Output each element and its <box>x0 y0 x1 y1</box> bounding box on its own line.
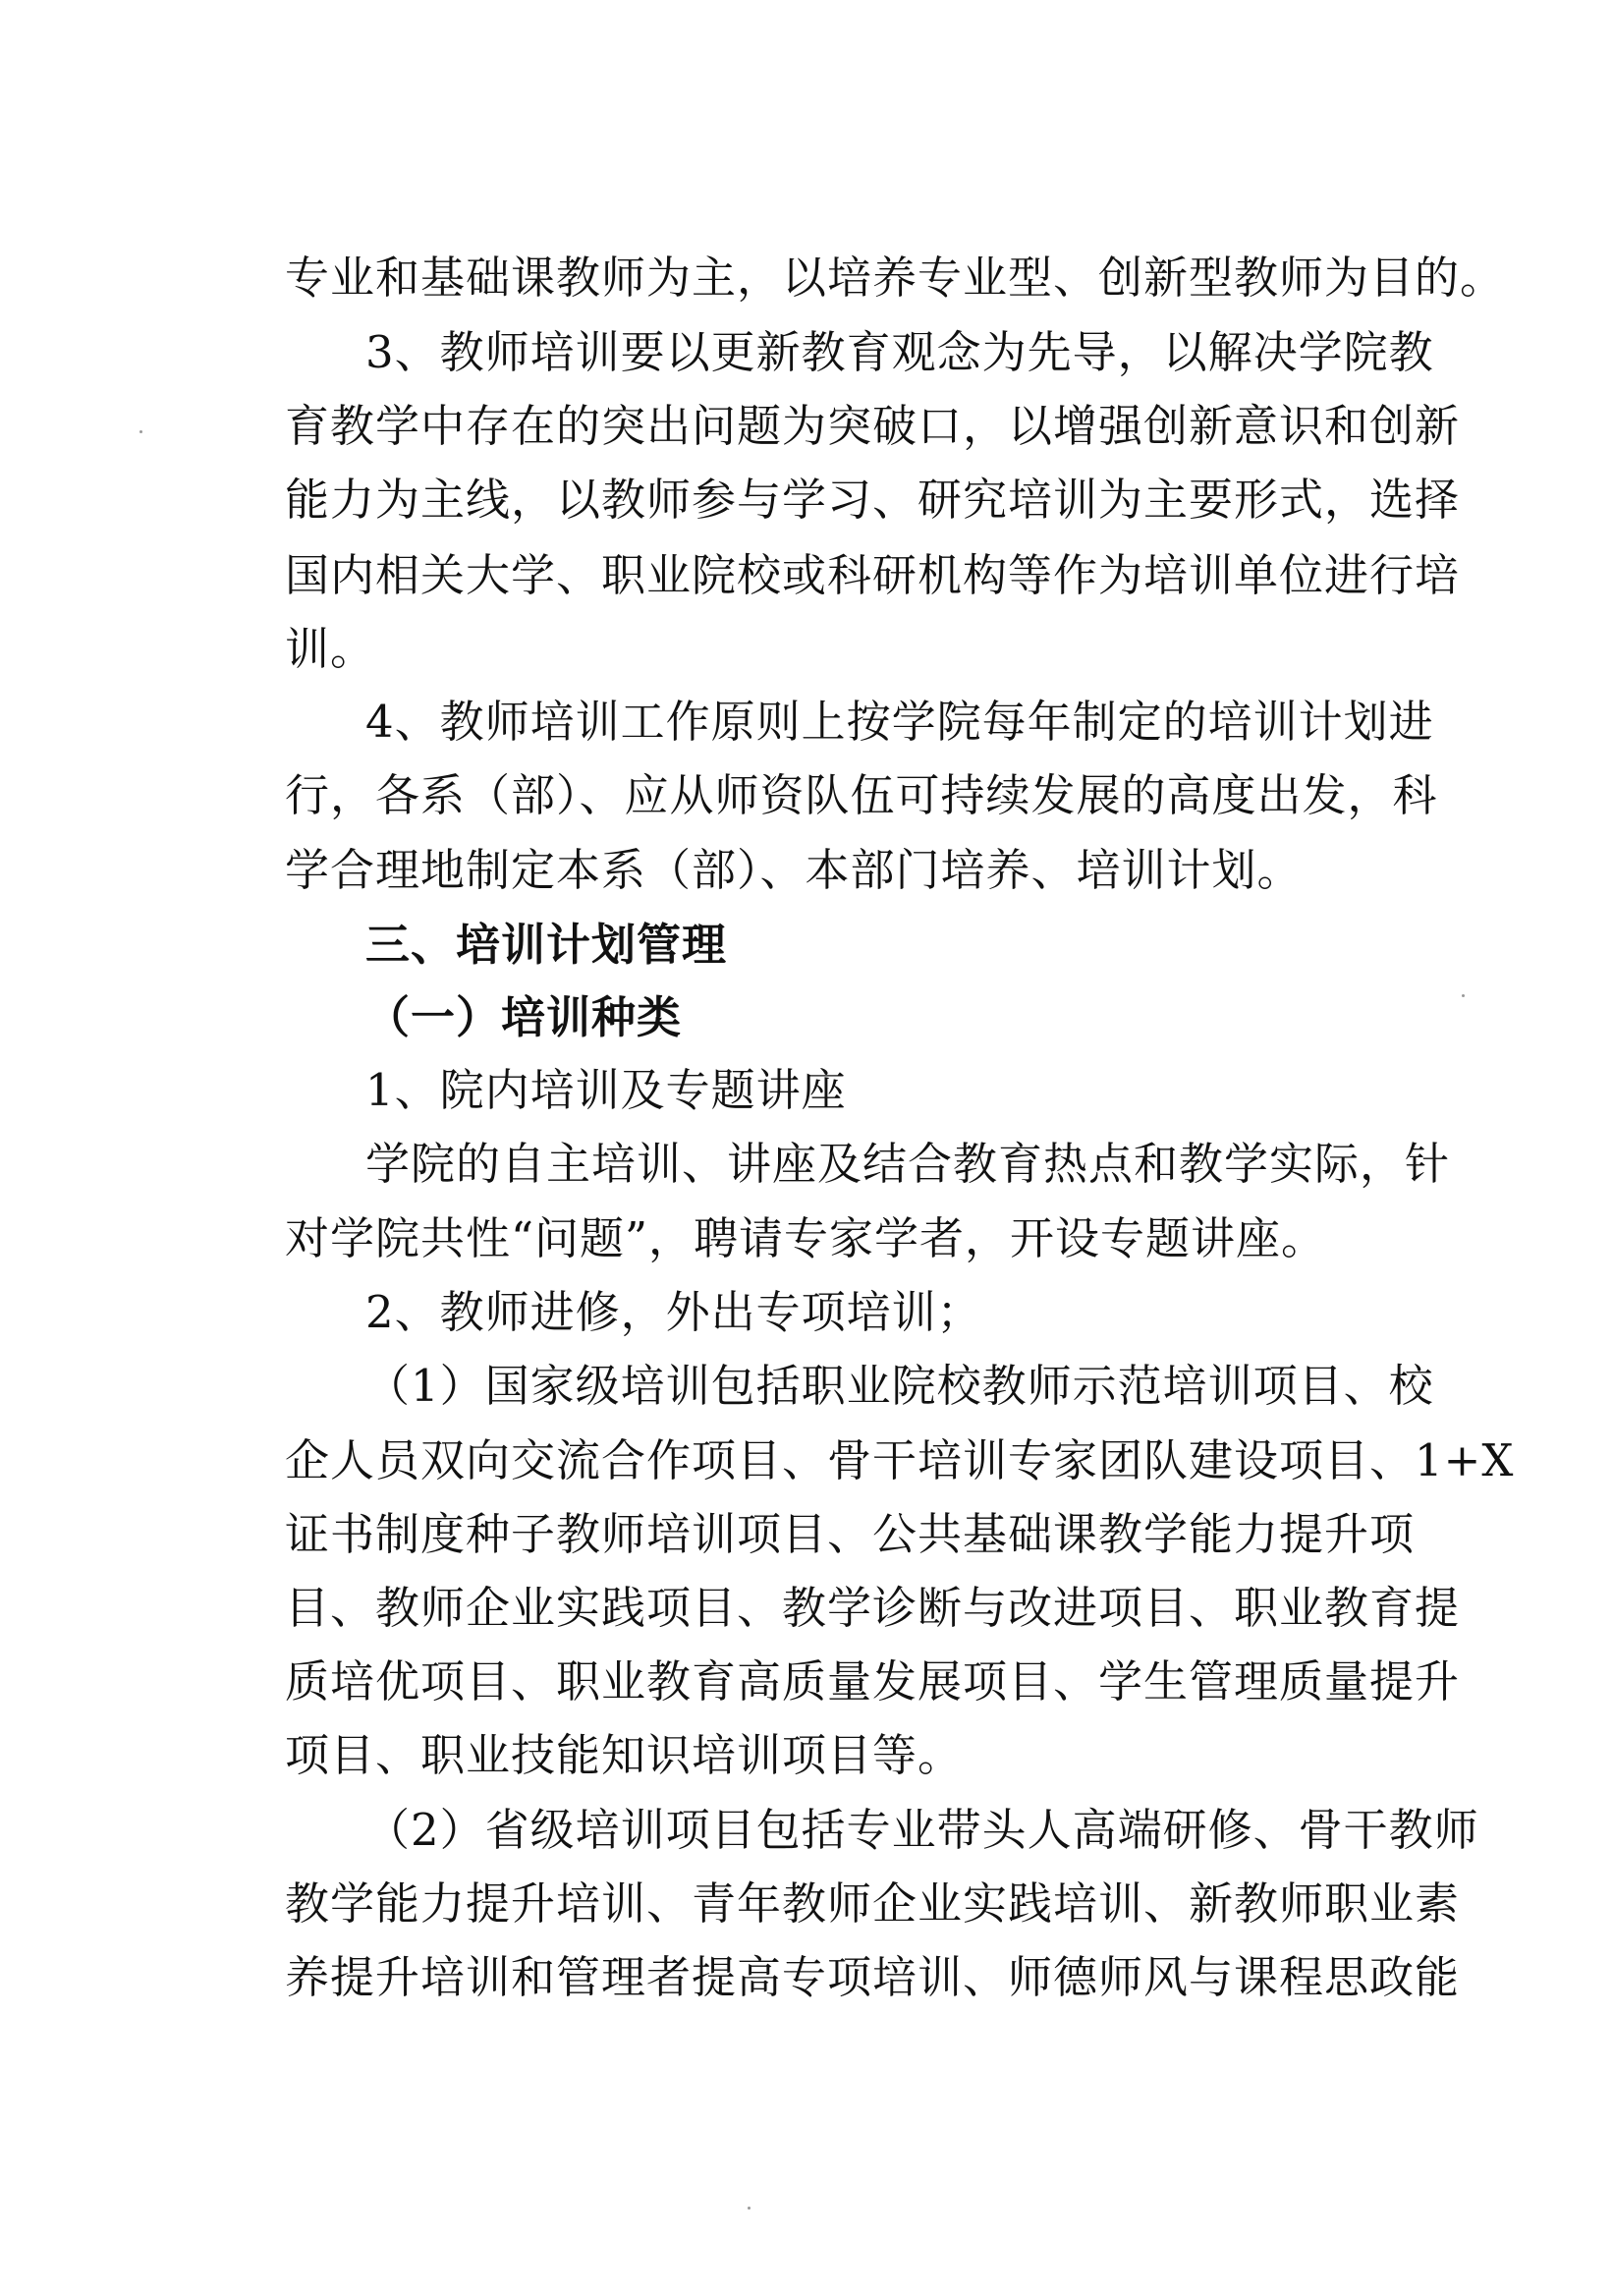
text-line: 1、院内培训及专题讲座 <box>365 1064 847 1116</box>
text-line: 证书制度种子教师培训项目、公共基础课教学能力提升项 <box>285 1508 1416 1560</box>
text-line: 目、教师企业实践项目、教学诊断与改进项目、职业教育提 <box>285 1582 1461 1634</box>
section-heading: 三、培训计划管理 <box>365 919 728 971</box>
text-line: 企人员双向交流合作项目、骨干培训专家团队建设项目、1+X <box>285 1434 1515 1486</box>
text-line: 对学院共性“问题”，聘请专家学者，开设专题讲座。 <box>285 1212 1327 1264</box>
text-line: 国内相关大学、职业院校或科研机构等作为培训单位进行培 <box>285 549 1461 601</box>
text-line: 训。 <box>285 623 376 675</box>
text-line: 育教学中存在的突出问题为突破口，以增强创新意识和创新 <box>285 400 1461 452</box>
scan-speck <box>1462 994 1465 997</box>
text-line: 能力为主线，以教师参与学习、研究培训为主要形式，选择 <box>285 474 1461 526</box>
text-line: （2）省级培训项目包括专业带头人高端研修、骨干教师 <box>365 1804 1479 1856</box>
text-line: 行，各系（部）、应从师资队伍可持续发展的高度出发，科 <box>285 769 1438 821</box>
text-line: 项目、职业技能知识培训项目等。 <box>285 1729 964 1781</box>
scan-speck <box>748 2207 751 2210</box>
text-line: （1）国家级培训包括职业院校教师示范培训项目、校 <box>365 1360 1434 1412</box>
text-line: 质培优项目、职业教育高质量发展项目、学生管理质量提升 <box>285 1655 1461 1708</box>
scan-speck <box>139 430 142 433</box>
text-line: 专业和基础课教师为主，以培养专业型、创新型教师为目的。 <box>285 252 1506 304</box>
text-line: 4、教师培训工作原则上按学院每年制定的培训计划进 <box>365 696 1434 748</box>
text-line: 养提升培训和管理者提高专项培训、师德师风与课程思政能 <box>285 1951 1461 2003</box>
text-line: 学院的自主培训、讲座及结合教育热点和教学实际，针 <box>365 1138 1451 1190</box>
subsection-heading: （一）培训种类 <box>365 991 683 1043</box>
text-line: 学合理地制定本系（部）、本部门培养、培训计划。 <box>285 844 1303 896</box>
text-line: 2、教师进修，外出专项培训； <box>365 1286 982 1338</box>
text-line: 3、教师培训要以更新教育观念为先导，以解决学院教 <box>365 326 1434 378</box>
text-line: 教学能力提升培训、青年教师企业实践培训、新教师职业素 <box>285 1877 1461 1930</box>
